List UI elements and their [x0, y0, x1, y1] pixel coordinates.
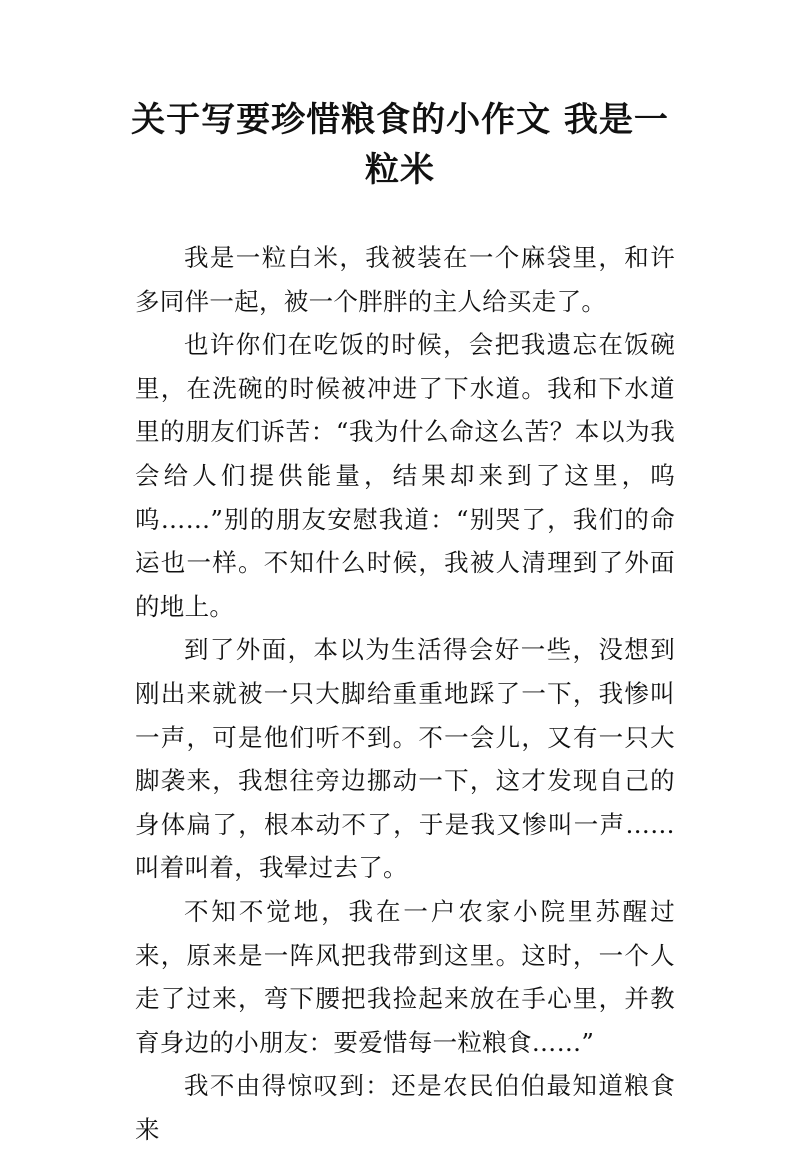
paragraph-5: 我不由得惊叹到：还是农民伯伯最知道粮食来 — [135, 1071, 675, 1144]
document-title: 关于写要珍惜粮食的小作文 我是一粒米 — [131, 100, 669, 190]
paragraph-1: 我是一粒白米，我被装在一个麻袋里，和许多同伴一起，被一个胖胖的主人给买走了。 — [135, 243, 675, 316]
document-body — [135, 236, 675, 1151]
paragraph-2: 也许你们在吃饭的时候，会把我遗忘在饭碗里，在洗碗的时候被冲进了下水道。我和下水道里的朋友们诉苦：“我为什么命这么苦？本以为我会给人们提供能量，结果却来到了这里，呜呜……”别的朋友安慰我道：“别哭了，我们的命运也一样。不知什么时候，我被人清理到了外面的地上。 — [135, 330, 675, 621]
paragraph-4: 不知不觉地，我在一户农家小院里苏醒过来，原来是一阵风把我带到这里。这时，一个人走了过来，弯下腰把我捡起来放在手心里，并教育身边的小朋友：要爱惜每一粒粮食……” — [135, 896, 675, 1057]
paragraph-3: 到了外面，本以为生活得会好一些，没想到刚出来就被一只大脚给重重地踩了一下，我惨叫一声，可是他们听不到。不一会儿，又有一只大脚袭来，我想往旁边挪动一下，这才发现自己的身体扁了，根本动不了，于是我又惨叫一声……叫着叫着，我晕过去了。 — [135, 635, 675, 883]
